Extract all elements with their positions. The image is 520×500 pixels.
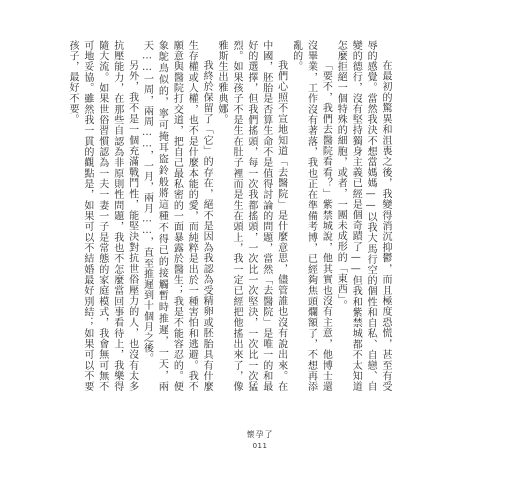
page-number: 011 — [252, 442, 268, 450]
body-text — [64, 40, 392, 392]
paragraph: 在最初的驚異和沮喪之後，我變得消沉抑鬱，而且極度恐慌，甚至有受辱的感覺。當然我決不想當媽媽——以我大馬行空的個性和自私、自戀、自變的德行，沒有堅持獨身主義已經是個奇蹟了——但我和紫禁城都不太知道怎麼拒絕一個特殊的細胞，或者，一團未成形的「東西」。 — [335, 40, 391, 392]
paragraph: 另外，我不是一個充滿戰鬥性，能堅決對抗世俗壓力的人，也沒有太多抗壓能力，在那些自認為非原則性問題，我也不怎麼當回事看待上，我樂得隨大流。如果世俗習慣認為一夫一妻一子是常態的家庭模式，我會無可無不可地妥協。雖然我一貫的觀點是，如果可以不結婚最好別結；如果可以不要孩子，最好不要。 — [66, 40, 138, 392]
paragraph: 「要不，我們去醫院看看？」紫禁城說，他其實也沒有主意，他博士還沒畢業，工作沒有著落，我也正在準備考博，已經夠焦頭爛額了，不想再添亂的。 — [290, 40, 332, 392]
running-title: 懷孕了 — [246, 430, 274, 439]
paragraph: 我們心照不宣地知道「去醫院」是什麼意思，儘管誰也沒有說出來。在中國，胚胎是否算生命不是值得討論的問題，當然「去醫院」是唯一的和最好的選擇，但我們搖頭，每一次我都搖頭，一次比一次堅決，一次比一次猛烈。如果孩子不是生在肚子裡而是生在頭上，我一定已經把他搖出來了，像雅斯生出雅典娜。 — [216, 40, 287, 392]
paragraph: 我終於保留了「它」的存在，絕不是因為我認為受精卵或胚胎具有什麼生存權或人權，也不是什麼本能的愛，而純粹是出於一種害怕和逃避。我不願意與醫院打交道，把自己最私密的一面暴露於醫生；我是不能容忍的。便象鴕鳥似的，寧可掩耳盜鈴般將這種不得已的接觸暫時推遲，一天，兩天……一周，兩周……，一月，兩月……，直至推遲到十個月之後。 — [141, 40, 213, 392]
